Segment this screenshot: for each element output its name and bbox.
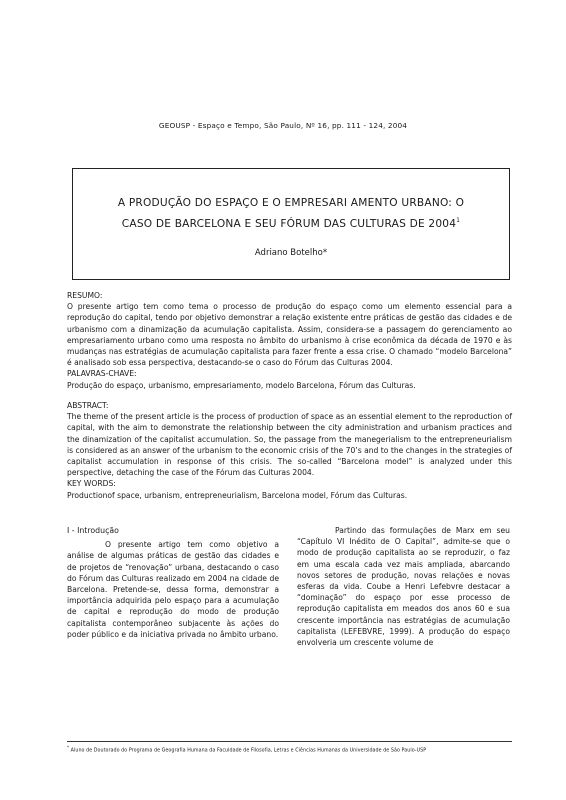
author-name: Adriano Botelho* xyxy=(254,248,328,258)
abstract-label: ABSTRACT: xyxy=(67,401,109,410)
title-line-2 xyxy=(73,212,509,233)
footnote-rule xyxy=(67,741,512,742)
key-words-label: KEY WORDS: xyxy=(67,479,116,489)
footnote xyxy=(67,745,527,754)
running-head: GEOUSP - Espaço e Tempo, São Paulo, Nº 16, pp. 111 - 124, 2004 xyxy=(158,121,408,130)
palavras-chave-label: PALAVRAS-CHAVE: xyxy=(67,369,137,379)
title-box xyxy=(72,168,510,280)
title-line-2-text: CASO DE BARCELONA E SEU FÓRUM DAS CULTURAS DE 2004 xyxy=(121,218,457,230)
palavras-chave-text: Produção do espaço, urbanismo, empresariamento, modelo Barcelona, Fórum das Culturas. xyxy=(67,380,416,390)
intro-paragraph-left: O presente artigo tem como objetivo a análise de algumas práticas de gestão das cidades e de projetos de “renovação” urbana, destacando o caso do Fórum das Culturas realizado em 2004 na cidade de Barcelona. Pretende-se, dessa forma, demonstrar a importância adquirida pelo espaço para a acumulação de capital e reprodução do modo de produção capitalista contemporâneo subjacente às ações do poder público e da iniciativa privada no âmbito urbano. xyxy=(67,540,279,639)
body-column-right xyxy=(297,525,510,648)
title-line-1: A PRODUÇÃO DO ESPAÇO E O EMPRESARI AMENTO URBANO: O xyxy=(117,197,465,209)
footnote-text: Aluno de Doutorado do Programa de Geografia Humana da Faculdade de Filosofia, Letras e Ciências Humanas da Universidade de São Paulo-USP xyxy=(70,748,427,754)
abstract-section xyxy=(67,400,512,501)
resumo-section xyxy=(67,290,512,391)
article-title xyxy=(73,195,509,233)
title-footnote-mark: 1 xyxy=(456,217,461,224)
body-column-left xyxy=(67,525,279,640)
footnote-mark: * xyxy=(67,745,70,750)
key-words-text: Productionof space, urbanism, entrepreneurialism, Barcelona model, Fórum das Culturas. xyxy=(67,490,408,500)
section-heading: I - Introdução xyxy=(67,526,119,535)
resumo-label: RESUMO: xyxy=(67,291,103,300)
intro-paragraph-right: Partindo das formulações de Marx em seu “Capítulo VI Inédito de O Capital”, admite-se que o modo de produção capitalista ao se reproduzir, o faz em uma escala cada vez mais ampliada, abarcando novos setores de produção, novas relações e novas esferas da vida. Coube a Henri Lefebvre destacar a “dominação” do espaço por esse processo de reprodução capitalista em meados dos anos 60 e sua crescente importância nas estratégias de acumulação capitalista (LEFEBVRE, 1999). A produção do espaço envolveria um crescente volume de xyxy=(297,526,510,648)
abstract-text: The theme of the present article is the process of production of space as an essential element to the reproduction of capital, with the aim to demonstrate the relationship between the city administration and urbanism practices and the dinamization of the capitalist accumulation. So, the passage from the manegerialism to the entrepreneurialism is considered as an answer of the urbanism to the economic crisis of the 70’s and to the changes in the strategies of capitalist accumulation in response of this crisis. The so-called “Barcelona model” is analyzed under this perspective, detaching the case of the Fórum das Culturas 2004. xyxy=(67,412,512,478)
resumo-text: O presente artigo tem como tema o processo de produção do espaço como um elemento essencial para a reprodução do capital, tendo por objetivo demonstrar a relação existente entre práticas de gestão das cidades e de urbanismo com a dinamização da acumulação capitalista. Assim, considera-se a passagem do gerenciamento ao empresariamento urbano como uma resposta no âmbito do urbanismo à crise econômica da década de 1970 e às mudanças nas estratégias de acumulação capitalista para fazer frente a essa crise. O chamado “modelo Barcelona” é analisado sob essa perspectiva, destacando-se o caso do Fórum das Culturas 2004. xyxy=(67,302,512,368)
